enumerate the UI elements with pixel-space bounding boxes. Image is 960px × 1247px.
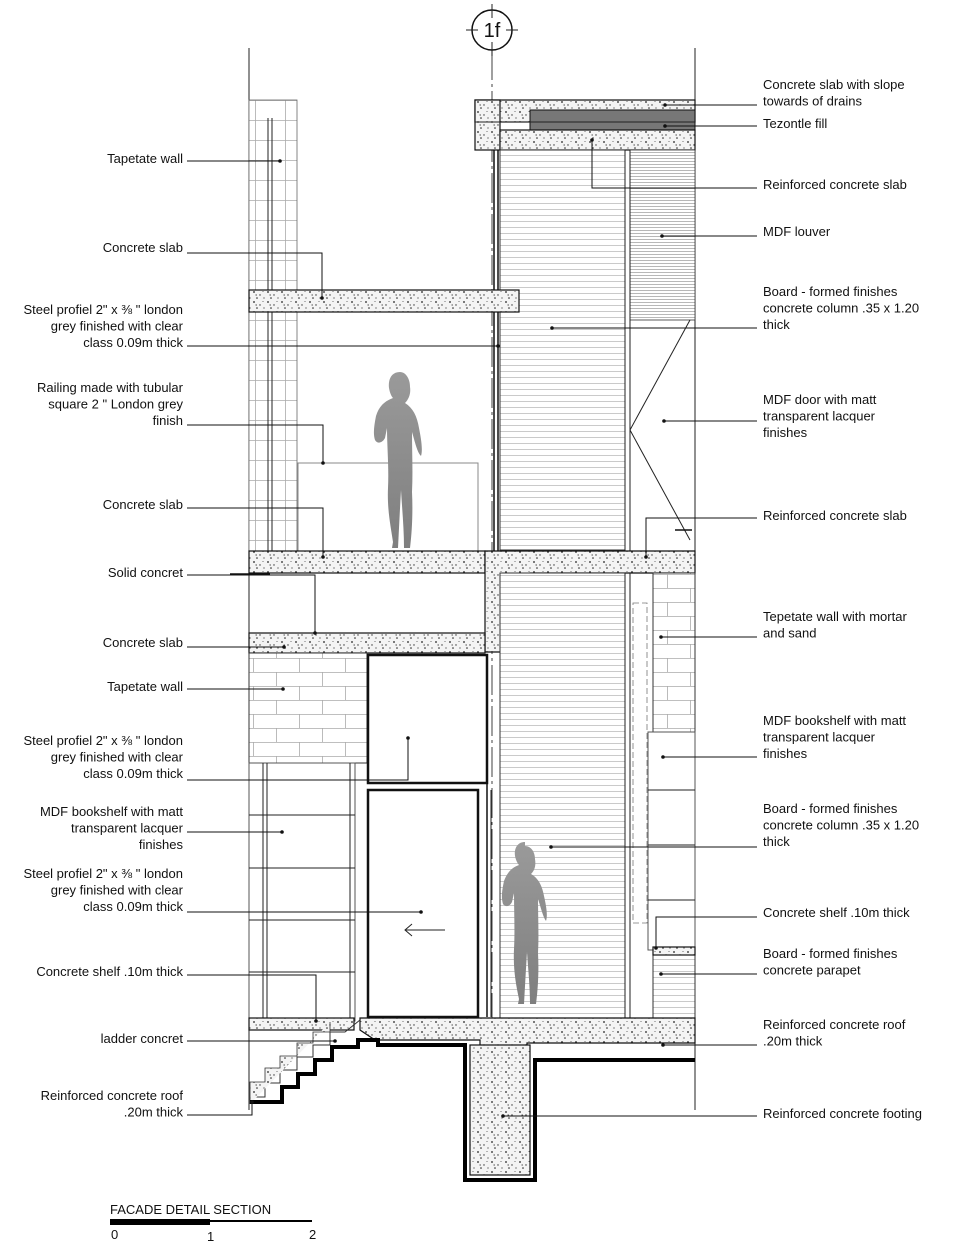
tapetate-wall-lower — [249, 653, 367, 763]
label-left-0: Tapetate wall — [107, 151, 183, 166]
concrete-slab-mid — [249, 551, 485, 573]
label-right-1: Tezontle fill — [763, 116, 828, 131]
concrete-slab-lower — [249, 633, 485, 653]
concrete-parapet — [653, 950, 695, 1020]
leader-dot-right-10 — [654, 946, 658, 950]
label-left-4: Concrete slab — [102, 497, 183, 512]
scale-label-0: 0 — [111, 1227, 119, 1242]
leader-dot-left-8 — [406, 736, 410, 740]
leader-dot-left-7 — [281, 687, 285, 691]
scale-label-1: 1 — [207, 1229, 215, 1244]
label-left-6: Concrete slab — [102, 635, 183, 650]
label-right-7: Tepetate wall with mortar and sand — [763, 609, 907, 641]
leader-dot-left-12 — [333, 1039, 337, 1043]
label-right-12: Reinforced concrete roof .20m thick — [763, 1017, 906, 1049]
leader-left-5 — [187, 575, 315, 633]
label-right-2: Reinforced concrete slab — [763, 177, 907, 192]
board-column-upper — [500, 150, 625, 550]
labels-right — [763, 77, 922, 1121]
label-left-8: Steel profiel 2" x ⅜ " london grey finished with clear class 0.09m thick — [23, 733, 183, 781]
label-left-3: Railing made with tubular square 2 " London grey finish — [37, 380, 183, 428]
label-right-5: MDF door with matt transparent lacquer finishes — [763, 392, 877, 440]
concrete-footing — [470, 1045, 530, 1175]
label-left-9: MDF bookshelf with matt transparent lacquer finishes — [39, 804, 183, 852]
leader-dot-right-0 — [663, 103, 667, 107]
leader-dot-left-5 — [313, 631, 317, 635]
leader-dot-left-9 — [280, 830, 284, 834]
window-frame — [368, 655, 487, 783]
tezontle-fill — [530, 110, 695, 130]
leader-dot-left-4 — [321, 555, 325, 559]
label-right-11: Board - formed finishes concrete parapet — [763, 946, 898, 978]
label-right-13: Reinforced concrete footing — [763, 1106, 922, 1121]
railing — [298, 463, 478, 551]
leader-dot-left-1 — [320, 296, 324, 300]
leader-dot-right-4 — [550, 326, 554, 330]
label-right-3: MDF louver — [763, 224, 831, 239]
mdf-bookshelf-left — [249, 763, 355, 1021]
door-swing — [630, 320, 690, 430]
leader-dot-left-2 — [496, 344, 500, 348]
concrete-slab-upper — [249, 290, 519, 312]
drawing-title: FACADE DETAIL SECTION — [110, 1202, 272, 1217]
leader-dot-right-7 — [659, 635, 663, 639]
leader-dot-left-13 — [250, 1100, 254, 1104]
leader-dot-right-1 — [663, 124, 667, 128]
leader-left-13 — [187, 1102, 252, 1115]
leader-dot-right-5 — [662, 419, 666, 423]
label-left-2: Steel profiel 2" x ⅜ " london grey finished with clear class 0.09m thick — [23, 302, 183, 350]
label-left-11: Concrete shelf .10m thick — [36, 964, 183, 979]
leader-dot-left-10 — [419, 910, 423, 914]
label-left-10: Steel profiel 2" x ⅜ " london grey finished with clear class 0.09m thick — [23, 866, 183, 914]
person-figure-upper — [374, 372, 422, 548]
label-right-8: MDF bookshelf with matt transparent lacquer finishes — [763, 713, 907, 761]
leader-dot-right-8 — [661, 755, 665, 759]
label-left-13: Reinforced concrete roof .20m thick — [40, 1088, 183, 1120]
label-right-9: Board - formed finishes concrete column .35 x 1.20 thick — [763, 801, 920, 849]
leader-dot-left-0 — [278, 159, 282, 163]
leader-dot-left-11 — [314, 1019, 318, 1023]
label-left-5: Solid concret — [107, 565, 183, 580]
reinforced-slab-top — [500, 130, 695, 150]
leader-dot-right-12 — [661, 1043, 665, 1047]
labels-left — [23, 151, 183, 1120]
label-right-0: Concrete slab with slope towards of drains — [763, 77, 905, 109]
label-right-10: Concrete shelf .10m thick — [763, 905, 910, 920]
grid-marker — [466, 4, 518, 56]
scale-bar — [110, 1202, 316, 1244]
leader-dot-left-3 — [321, 461, 325, 465]
leader-dot-left-6 — [282, 645, 286, 649]
leader-dot-right-9 — [549, 845, 553, 849]
label-right-6: Reinforced concrete slab — [763, 508, 907, 523]
label-right-4: Board - formed finishes concrete column .35 x 1.20 thick — [763, 284, 920, 332]
concrete-shelf-bottom — [249, 1018, 354, 1030]
label-left-1: Concrete slab — [102, 240, 183, 255]
tepetate-wall-right — [653, 573, 695, 748]
leader-dot-right-6 — [644, 555, 648, 559]
scale-label-2: 2 — [309, 1227, 317, 1242]
leader-dot-right-3 — [660, 234, 664, 238]
label-left-12: ladder concret — [100, 1031, 183, 1046]
svg-text:1f: 1f — [483, 20, 501, 42]
label-left-7: Tapetate wall — [107, 679, 183, 694]
leader-dot-right-2 — [590, 138, 594, 142]
leader-dot-right-11 — [659, 972, 663, 976]
sliding-door — [368, 790, 478, 1017]
leader-dot-right-13 — [501, 1114, 505, 1118]
tapetate-wall-upper — [249, 100, 297, 290]
